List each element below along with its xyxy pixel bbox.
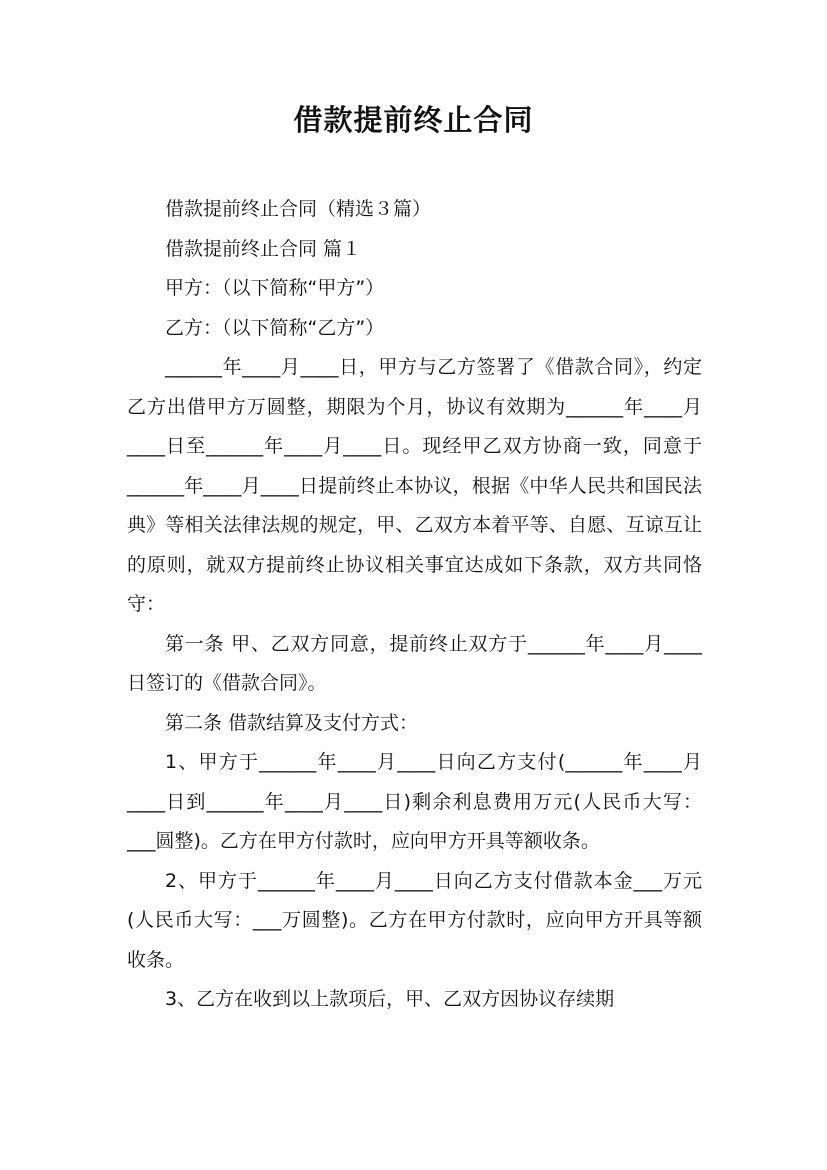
preamble-paragraph: ______年____月____日，甲方与乙方签署了《借款合同》，约定乙方出借甲方万圆整，期限为个月，协议有效期为______年____月____日至______年____月____日。现经甲乙双方协商一致，同意于______年____月____日提前终止本协议，根据《中华人民共和国民法典》等相关法律法规的规定，甲、乙双方本着平等、自愿、互谅互让的原则，就双方提前终止协议相关事宜达成如下条款，双方共同恪守： [127, 356, 702, 615]
section-heading: 借款提前终止合同 篇１ [165, 237, 362, 260]
document-body [127, 190, 702, 1020]
clause-two: 2、甲方于______年____月____日向乙方支付借款本金___万元(人民币大写：___万圆整)。乙方在甲方付款时，应向甲方开具等额收条。 [127, 869, 702, 971]
document-title: 借款提前终止合同 [293, 103, 534, 137]
party-b-line: 乙方：（以下简称“乙方”） [165, 316, 385, 339]
clause-one: 1、甲方于______年____月____日向乙方支付(______年____月____日到______年____月____日)剩余利息费用万元(人民币大写：___圆整)。乙方在甲方付款时，应向甲方开具等额收条。 [127, 751, 702, 852]
article-one: 第一条 甲、乙双方同意，提前终止双方于______年____月____日签订的《借款合同》。 [127, 632, 702, 694]
clause-three: 3、乙方在收到以上款项后，甲、乙双方因协议存续期 [165, 988, 615, 1010]
article-two-heading: 第二条 借款结算及支付方式： [165, 711, 419, 734]
subtitle-line: 借款提前终止合同（精选３篇） [165, 198, 432, 220]
party-a-line: 甲方：（以下简称“甲方”） [165, 277, 385, 299]
